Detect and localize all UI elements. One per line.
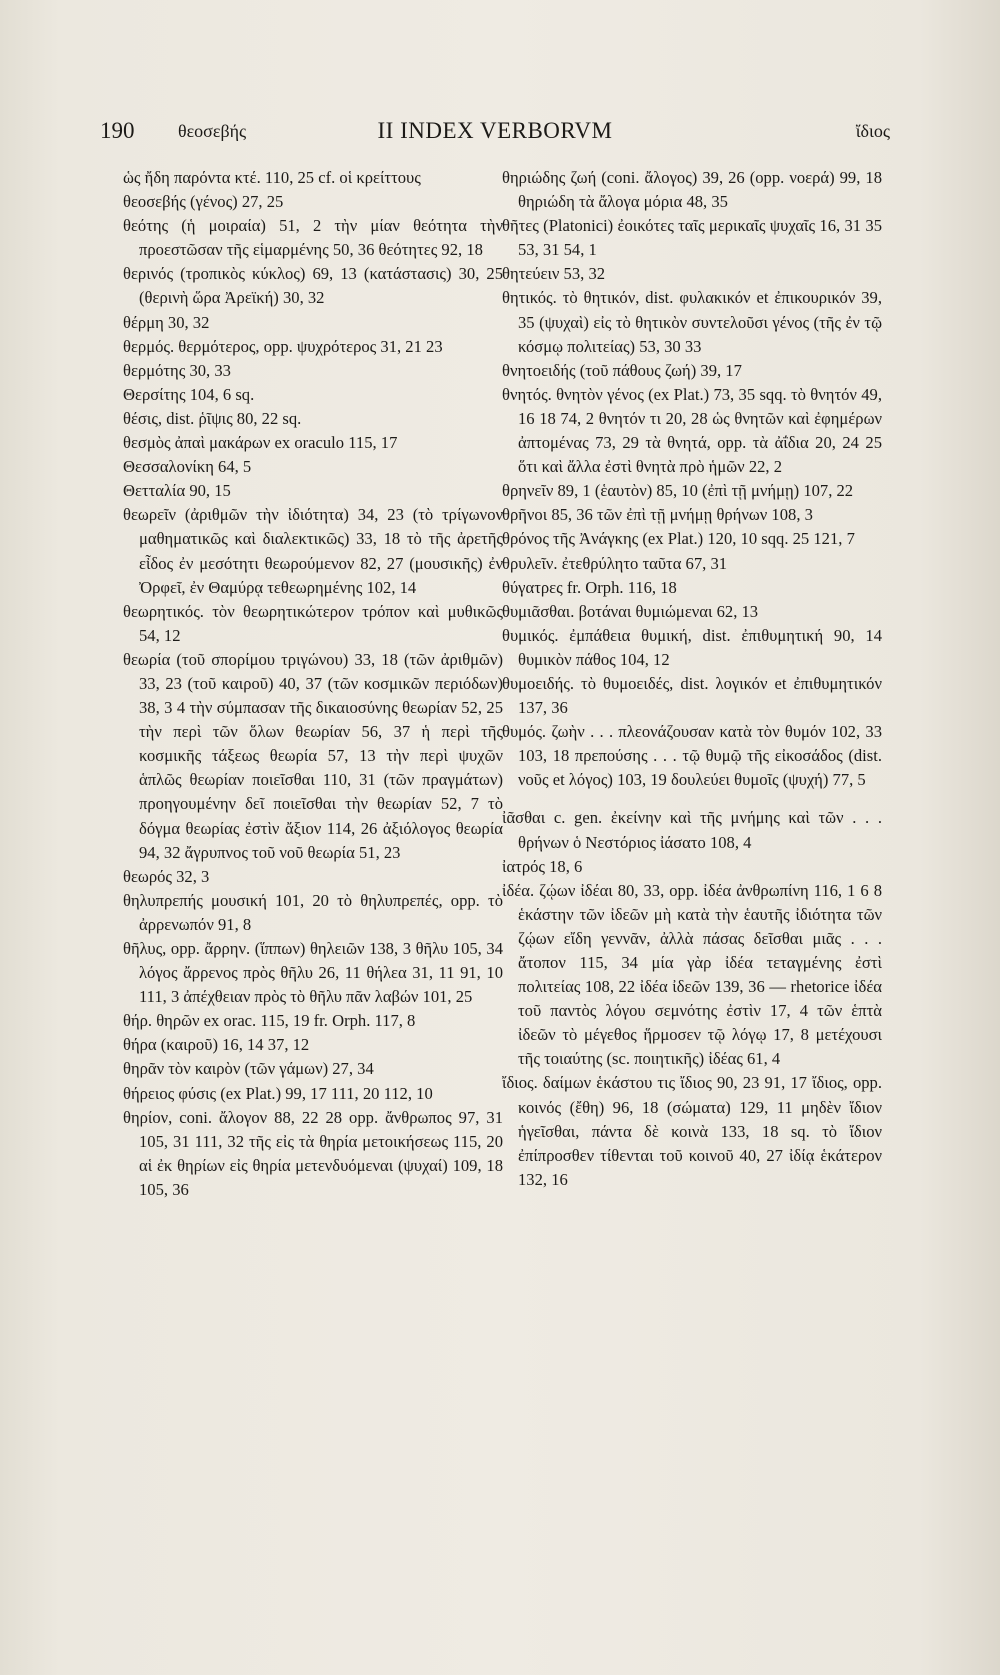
index-entry: θεωρεῖν (ἀριθμῶν τὴν ἰδιότητα) 34, 23 (τὸ τρίγωνον μαθηματικῶς καὶ διαλεκτικῶς) 33, 18 τὸ τῆς ἀρετῆς εἶδος ἐν μεσότητι θεωρούμενον 82, 27 (μουσικῆς) ἐν Ὀρφεῖ, ἐν Θαμύρᾳ τεθεωρημένης 102, 14 — [123, 505, 503, 597]
index-entry: θυμιᾶσθαι. βοτάναι θυμιώμεναι 62, 13 — [502, 601, 759, 621]
index-entry: θεσμὸς ἀπαὶ μακάρων ex oraculo 115, 17 — [123, 433, 398, 453]
index-entry: θρηνεῖν 89, 1 (ἑαυτὸν) 85, 10 (ἐπὶ τῇ μνήμῃ) 107, 22 — [502, 481, 854, 501]
index-entry: ἰατρός 18, 6 — [502, 856, 583, 876]
index-entry: θηριώδης ζωή (coni. ἄλογος) 39, 26 (opp. νοερά) 99, 18 θηριώδη τὰ ἄλογα μόρια 48, 35 — [502, 168, 882, 212]
index-entry: θεοσεβής (γένος) 27, 25 — [123, 192, 284, 212]
index-entry: θεότης (ἡ μοιραία) 51, 2 τὴν μίαν θεότητα τὴν προεστῶσαν τῆς εἱμαρμένης 50, 36 θεότητες 92, 18 — [123, 216, 503, 260]
index-entry: θήρ. θηρῶν ex orac. 115, 19 fr. Orph. 117, 8 — [123, 1011, 416, 1031]
running-head-left: θεοσεβής — [178, 121, 247, 141]
index-entry: θῆλυς, opp. ἄρρην. (ἵππων) θηλειῶν 138, 3 θῆλυ 105, 34 λόγος ἄρρενος πρὸς θῆλυ 26, 11 θήλεα 31, 11 91, 10 111, 3 ἀπέχθειαν πρὸς τὸ θῆλυ πᾶν λαβών 101, 25 — [123, 939, 503, 1007]
index-entry: θερμότης 30, 33 — [123, 360, 231, 380]
index-entry: θυμός. ζωὴν . . . πλεονάζουσαν κατὰ τὸν θυμόν 102, 33 103, 18 πρεπούσης . . . τῷ θυμῷ τῆς εἰκοσάδος (dist. νοῦς et λόγος) 103, 19 δουλεύει θυμοῖς (ψυχή) 77, 5 — [502, 722, 882, 790]
right-column — [502, 166, 882, 1192]
index-entry: ἰδέα. ζῴων ἰδέαι 80, 33, opp. ἰδέα ἀνθρωπίνη 116, 1 6 8 ἑκάστην τῶν ἰδεῶν μὴ κατὰ τὴν ἑαυτῆς ἰδιότητα τῶν ζῴων εἴδη γεννᾶν, ἀλλὰ πάσας δεῖσθαι μιᾶς . . . ἄτοπον 115, 34 μία γὰρ ἰδέα τεταγμένης ἐστὶ πολιτείας 108, 22 ἰδέα ἰδεῶν 139, 36 — rhetorice ἰδέα τοῦ παντὸς λόγου σεμνότης ἐστὶν 17, 4 τῶν ἑπτὰ ἰδεῶν τὸ μέγεθος ἥρμοσεν τῷ λόγῳ 17, 8 μετέχουσι τῆς τοιαύτης (sc. ποιητικῆς) ἰδέας 61, 4 — [502, 880, 882, 1069]
index-entry: θεωρητικός. τὸν θεωρητικώτερον τρόπον καὶ μυθικῶς 54, 12 — [123, 601, 503, 645]
index-entry: θνητός. θνητὸν γένος (ex Plat.) 73, 35 sqq. τὸ θνητόν 49, 16 18 74, 2 θνητόν τι 20, 28 ὡς θνητῶν καὶ ἐφημέρων ἀπτομένας 73, 29 τὰ θνητά, opp. τὰ ἀΐδια 20, 24 25 ὅτι καὶ ἄλλα ἐστὶ θνητὰ πρὸ ἡμῶν 22, 2 — [502, 384, 882, 477]
index-entry: θρυλεῖν. ἐτεθρύλητο ταῦτα 67, 31 — [502, 553, 728, 573]
index-entry: θρόνος τῆς Ἀνάγκης (ex Plat.) 120, 10 sqq. 25 121, 7 — [502, 529, 855, 549]
index-entry: θνητοειδής (τοῦ πάθους ζωή) 39, 17 — [502, 360, 742, 380]
running-head-title: II INDEX VERBORVM — [377, 118, 613, 143]
index-entry: θερινός (τροπικὸς κύκλος) 69, 13 (κατάστασις) 30, 25 (θερινὴ ὥρα Ἀρεϊκή) 30, 32 — [123, 264, 503, 308]
index-entry: θήρειος φύσις (ex Plat.) 99, 17 111, 20 112, 10 — [123, 1083, 433, 1103]
index-entry: θυμοειδής. τὸ θυμοειδές, dist. λογικόν et ἐπιθυμητικόν 137, 36 — [502, 673, 882, 718]
index-entry: θέσις, dist. ῥῖψις 80, 22 sq. — [123, 408, 302, 428]
index-entry: ἰᾶσθαι c. gen. ἐκείνην καὶ τῆς μνήμης καὶ τῶν . . . θρήνων ὁ Νεστόριος ἰάσατο 108, 4 — [502, 808, 882, 852]
index-entry: θεωρία (τοῦ σπορίμου τριγώνου) 33, 18 (τῶν ἀριθμῶν) 33, 23 (τοῦ καιροῦ) 40, 37 (τῶν κοσμικῶν περιόδων) 38, 3 4 τὴν σύμπασαν τῆς δικαιοσύνης θεωρίαν 52, 25 τὴν περὶ τῶν ὅλων θεωρίαν 56, 37 ἡ περὶ τῆς κοσμικῆς τάξεως θεωρία 57, 13 τὴν περὶ ψυχῶν ἁπλῶς θεωρίαν ποιεῖσθαι 110, 31 (τῶν πραγμάτων) προηγουμένην δεῖ ποιεῖσθαι τὴν θεωρίαν 52, 7 τὸ δόγμα θεωρίας ἐστὶν ἄξιον 114, 26 ἀξιόλογος θεωρία 94, 32 ἄγρυπνος τοῦ νοῦ θεωρία 51, 23 — [123, 649, 503, 862]
index-entry: θέρμη 30, 32 — [123, 312, 210, 332]
index-entry: θήρα (καιροῦ) 16, 14 37, 12 — [123, 1035, 310, 1055]
index-entry: θηλυπρεπής μουσική 101, 20 τὸ θηλυπρεπές, opp. τὸ ἀρρενωπόν 91, 8 — [123, 890, 503, 934]
index-entry: θητικός. τὸ θητικόν, dist. φυλακικόν et ἐπικουρικόν 39, 35 (ψυχαὶ) εἰς τὸ θητικὸν συντελοῦσι γένος (τῆς ἐν τῷ κόσμῳ πολιτείας) 53, 30 33 — [502, 288, 882, 356]
index-entry: Θερσίτης 104, 6 sq. — [123, 384, 255, 404]
running-head-right: ἴδιος — [855, 121, 890, 141]
index-entry: θηρίον, coni. ἄλογον 88, 22 28 opp. ἄνθρωπος 97, 31 105, 31 111, 32 τῆς εἰς τὰ θηρία μετοικήσεως 115, 20 αἱ ἐκ θηρίων εἰς θηρία μετενδυόμεναι (ψυχαί) 109, 18 105, 36 — [123, 1107, 503, 1199]
index-entry: θεωρός 32, 3 — [123, 866, 210, 886]
index-entry: ἴδιος. δαίμων ἑκάστου τις ἴδιος 90, 23 91, 17 ἴδιος, opp. κοινός (ἔθη) 96, 18 (σώματα) 129, 11 μηδὲν ἴδιον ἡγεῖσθαι, πάντα δὲ κοινὰ 133, 18 sq. τὸ ἴδιον ἐπίπροσθεν τίθενται τοῦ κοινοῦ 40, 27 ἰδίᾳ ἑκάτερον 132, 16 — [502, 1073, 882, 1189]
index-entry: θυμικός. ἐμπάθεια θυμική, dist. ἐπιθυμητική 90, 14 θυμικὸν πάθος 104, 12 — [502, 625, 882, 669]
index-entry: θῆτες (Platonici) ἐοικότες ταῖς μερικαῖς ψυχαῖς 16, 31 35 53, 31 54, 1 — [502, 216, 882, 260]
index-entry: ὡς ἤδη παρόντα κτέ. 110, 25 cf. οἱ κρείττους — [123, 168, 421, 187]
index-entry: θρῆνοι 85, 36 τῶν ἐπὶ τῇ μνήμῃ θρήνων 108, 3 — [502, 505, 813, 525]
index-entry: Θεσσαλονίκη 64, 5 — [123, 457, 252, 477]
page-number: 190 — [100, 118, 135, 143]
left-column — [123, 166, 503, 1202]
index-entry: θητεύειν 53, 32 — [502, 264, 606, 284]
page-header — [100, 118, 890, 152]
index-entry: θερμός. θερμότερος, opp. ψυχρότερος 31, 21 23 — [123, 336, 443, 356]
index-entry: θηρᾶν τὸν καιρὸν (τῶν γάμων) 27, 34 — [123, 1059, 374, 1079]
index-entry: Θετταλία 90, 15 — [123, 481, 231, 501]
index-entry: θύγατρες fr. Orph. 116, 18 — [502, 577, 677, 597]
